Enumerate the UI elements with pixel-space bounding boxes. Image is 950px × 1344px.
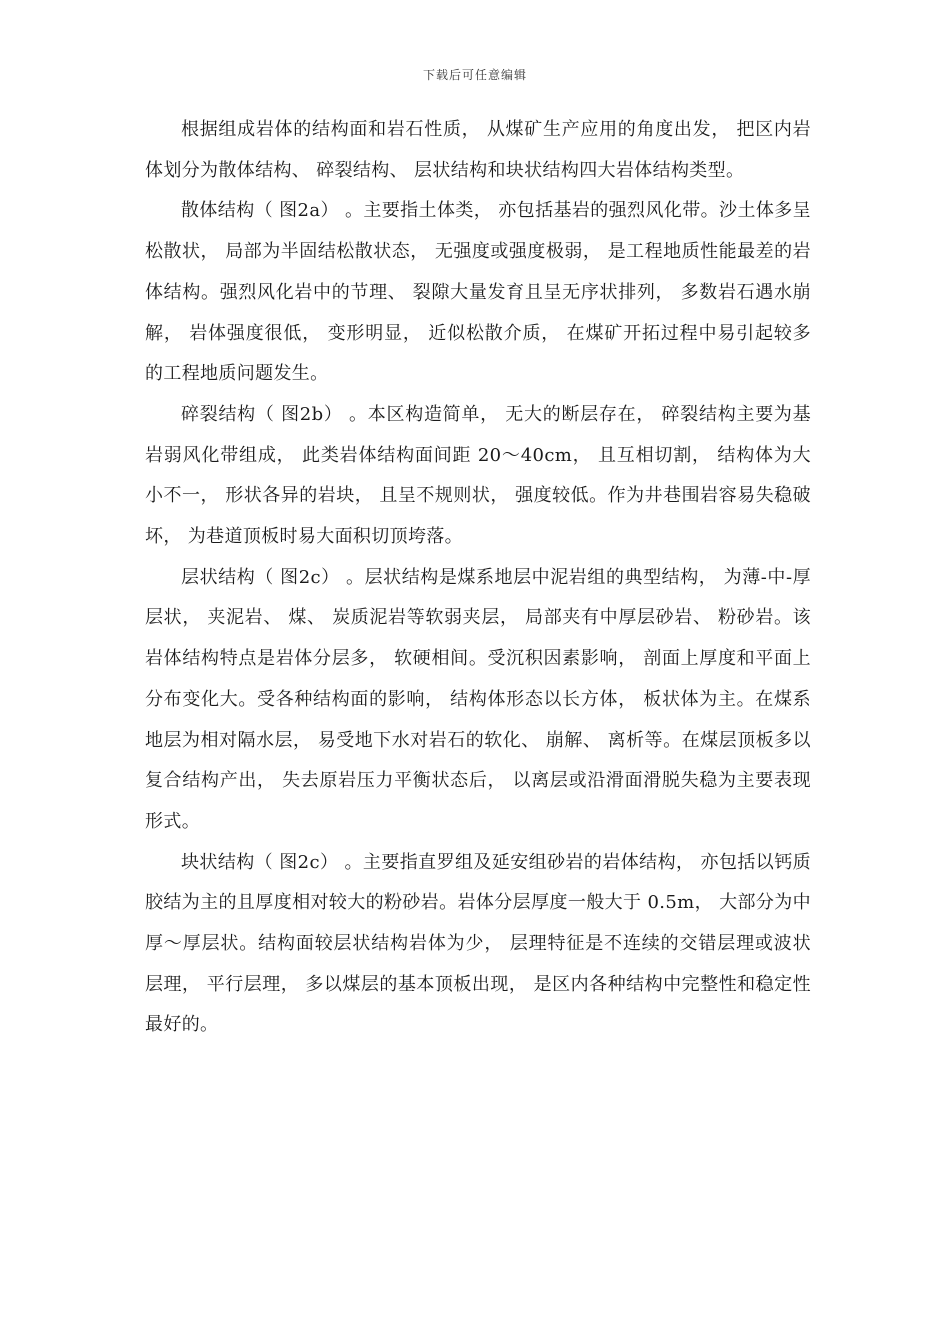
paragraph-layered-structure: 层状结构（ 图2c） 。层状结构是煤系地层中泥岩组的典型结构， 为薄-中-厚层状， 夹泥岩、 煤、 炭质泥岩等软弱夹层， 局部夹有中厚层砂岩、 粉砂岩。该岩体结构特点是岩体分层多， 软硬相间。受沉积因素影响， 剖面上厚度和平面上分布变化大。受各种结构面的影响， 结构体形态以长方体， 板状体为主。在煤系地层为相对隔水层， 易受地下水对岩石的软化、 崩解、 离析等。在煤层顶板多以复合结构产出， 失去原岩压力平衡状态后， 以离层或沿滑面滑脱失稳为主要表现形式。 [145, 566, 811, 832]
paragraph-loose-structure: 散体结构（ 图2a） 。主要指土体类， 亦包括基岩的强烈风化带。沙土体多呈松散状， 局部为半固结松散状态， 无强度或强度极弱， 是工程地质性能最差的岩体结构。强烈风化岩中的节理、 裂隙大量发育且呈无序状排列， 多数岩石遇水崩解， 岩体强度很低， 变形明显， 近似松散介质， 在煤矿开拓过程中易引起较多的工程地质问题发生。 [145, 200, 811, 385]
paragraph-blocky-structure: 块状结构（ 图2c） 。主要指直罗组及延安组砂岩的岩体结构， 亦包括以钙质胶结为主的且厚度相对较大的粉砂岩。岩体分层厚度一般大于 0.5m， 大部分为中厚～厚层状。结构面较层状结构岩体为少， 层理特征是不连续的交错层理或波状层理， 平行层理， 多以煤层的基本顶板出现， 是区内各种结构中完整性和稳定性最好的。 [145, 851, 811, 1036]
paragraph-fractured-structure: 碎裂结构（ 图2b） 。本区构造简单， 无大的断层存在， 碎裂结构主要为基岩弱风化带组成， 此类岩体结构面间距 20～40cm， 且互相切割， 结构体为大小不一， 形状各异的岩块， 且呈不规则状， 强度较低。作为井巷围岩容易失稳破坏， 为巷道顶板时易大面积切顶垮落。 [145, 403, 811, 548]
body-text [145, 110, 811, 1046]
paragraph-intro: 根据组成岩体的结构面和岩石性质， 从煤矿生产应用的角度出发， 把区内岩体划分为散体结构、 碎裂结构、 层状结构和块状结构四大岩体结构类型。 [145, 119, 811, 181]
header-note: 下载后可任意编辑 [422, 68, 527, 82]
